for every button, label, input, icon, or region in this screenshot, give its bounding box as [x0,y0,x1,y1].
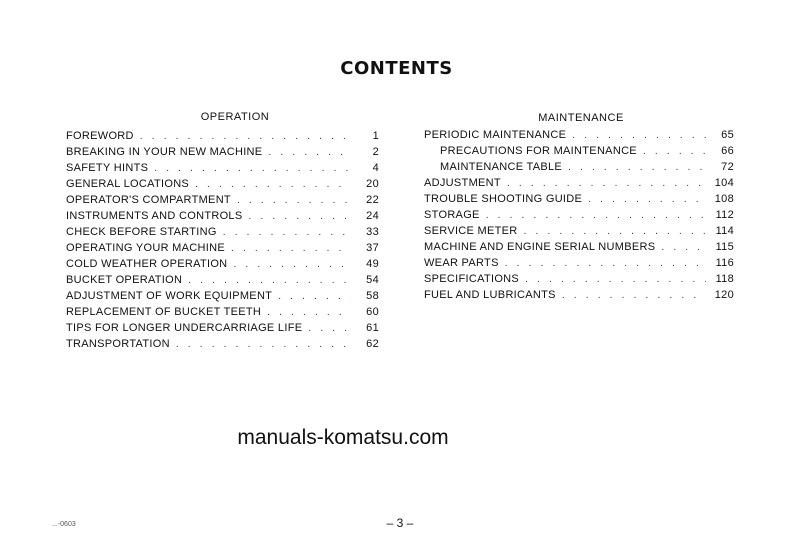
toc-leader-dots [501,176,706,191]
toc-entry-label: SAFETY HINTS [66,162,149,174]
toc-entry-page: 33 [366,226,379,238]
toc-leader-dots [272,289,351,304]
toc-entry-page: 24 [366,210,379,222]
toc-leader-dots [655,240,706,255]
toc-entry[interactable] [66,192,379,208]
toc-entry-page: 112 [715,209,734,221]
toc-leader-dots [499,256,706,271]
toc-leader-dots [227,257,351,272]
toc-leader-dots [518,224,706,239]
toc-entry-label: BREAKING IN YOUR NEW MACHINE [66,146,263,158]
toc-entry-label: TRANSPORTATION [66,338,170,350]
toc-entry-label: GENERAL LOCATIONS [66,178,190,190]
toc-entry-page: 37 [366,242,379,254]
toc-entry[interactable] [66,256,379,272]
toc-leader-dots [302,321,351,336]
toc-entry-label: TIPS FOR LONGER UNDERCARRIAGE LIFE [66,322,303,334]
toc-entry[interactable] [424,143,734,159]
toc-leader-dots [225,241,351,256]
toc-entry-page: 1 [372,130,379,142]
toc-entry[interactable] [424,271,734,287]
toc-entry-page: 116 [715,257,734,269]
toc-leader-dots [519,272,706,287]
toc-entry-label: MAINTENANCE TABLE [440,161,563,173]
toc-entry-label: SPECIFICATIONS [424,273,520,285]
toc-entry[interactable] [66,208,379,224]
toc-entry[interactable] [66,304,379,320]
toc-leader-dots [262,145,351,160]
toc-leader-dots [562,160,706,175]
toc-entry[interactable] [66,160,379,176]
maintenance-heading: MAINTENANCE [538,112,624,124]
toc-leader-dots [231,193,351,208]
toc-entry-page: 114 [715,225,734,237]
toc-entry-page: 60 [366,306,379,318]
toc-leader-dots [566,128,706,143]
toc-entry[interactable] [424,207,734,223]
toc-entry[interactable] [424,159,734,175]
toc-entry-page: 118 [715,273,734,285]
toc-entry-page: 58 [366,290,379,302]
toc-entry-label: CHECK BEFORE STARTING [66,226,217,238]
toc-entry-label: ADJUSTMENT [424,177,501,189]
toc-entry[interactable] [424,223,734,239]
document-code: ...-0603 [52,521,76,528]
toc-entry[interactable] [66,144,379,160]
toc-entry-label: COLD WEATHER OPERATION [66,258,228,270]
toc-entry-page: 62 [366,338,379,350]
toc-leader-dots [243,209,352,224]
toc-entry[interactable] [424,191,734,207]
toc-entry[interactable] [424,255,734,271]
toc-leader-dots [582,192,706,207]
toc-leader-dots [217,225,351,240]
watermark-text: manuals-komatsu.com [237,426,449,449]
toc-entry-page: 49 [366,258,379,270]
toc-entry[interactable] [66,288,379,304]
toc-entry-page: 72 [721,161,734,173]
toc-entry-label: PERIODIC MAINTENANCE [424,129,567,141]
toc-entry-page: 120 [714,289,734,301]
toc-entry[interactable] [424,239,734,255]
toc-entry-page: 61 [366,322,379,334]
toc-entry-page: 108 [714,193,734,205]
toc-entry[interactable] [424,287,734,303]
toc-entry-label: SERVICE METER [424,225,518,237]
toc-leader-dots [148,161,351,176]
toc-leader-dots [637,144,706,159]
page-title: CONTENTS [340,58,453,79]
toc-entry-label: PRECAUTIONS FOR MAINTENANCE [440,145,637,157]
toc-entry-label: TROUBLE SHOOTING GUIDE [424,193,583,205]
operation-toc [66,128,379,352]
toc-leader-dots [556,288,706,303]
toc-entry-page: 4 [372,162,379,174]
toc-entry-label: FOREWORD [66,130,134,142]
toc-leader-dots [170,337,351,352]
toc-entry[interactable] [66,336,379,352]
toc-entry-page: 66 [721,145,734,157]
toc-entry-page: 22 [366,194,379,206]
toc-entry-page: 2 [372,146,379,158]
toc-entry[interactable] [424,175,734,191]
toc-leader-dots [189,177,351,192]
toc-entry-page: 115 [715,241,734,253]
toc-leader-dots [182,273,351,288]
toc-entry-page: 20 [366,178,379,190]
toc-leader-dots [134,129,351,144]
toc-leader-dots [480,208,706,223]
toc-entry-label: BUCKET OPERATION [66,274,183,286]
toc-entry-label: ADJUSTMENT OF WORK EQUIPMENT [66,290,273,302]
toc-entry-label: FUEL AND LUBRICANTS [424,289,556,301]
toc-entry[interactable] [66,224,379,240]
toc-entry[interactable] [424,127,734,143]
toc-entry-label: OPERATOR'S COMPARTMENT [66,194,231,206]
toc-entry[interactable] [66,176,379,192]
toc-entry-label: WEAR PARTS [424,257,499,269]
toc-entry-label: STORAGE [424,209,480,221]
toc-entry[interactable] [66,128,379,144]
operation-heading: OPERATION [200,111,270,123]
page-number: – 3 – [386,516,414,530]
toc-entry-label: MACHINE AND ENGINE SERIAL NUMBERS [424,241,656,253]
toc-entry[interactable] [66,272,379,288]
toc-entry-page: 65 [721,129,734,141]
maintenance-toc [424,127,734,303]
toc-entry-page: 104 [714,177,734,189]
toc-entry[interactable] [66,240,379,256]
toc-entry-label: OPERATING YOUR MACHINE [66,242,225,254]
toc-entry[interactable] [66,320,379,336]
toc-entry-label: REPLACEMENT OF BUCKET TEETH [66,306,262,318]
toc-entry-page: 54 [366,274,379,286]
toc-leader-dots [261,305,351,320]
toc-entry-label: INSTRUMENTS AND CONTROLS [66,210,243,222]
